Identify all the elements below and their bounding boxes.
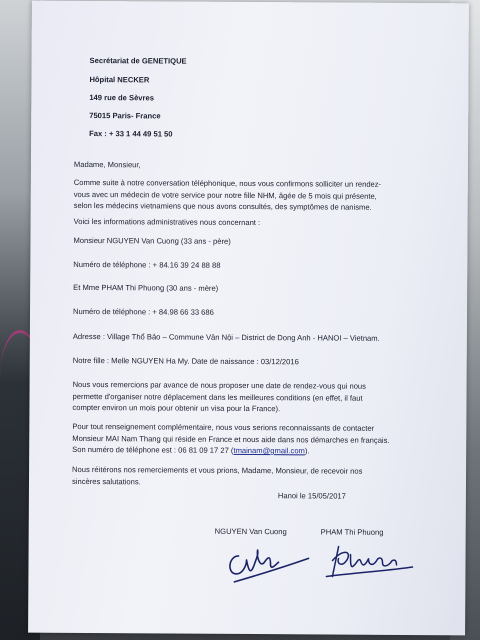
header-street: 149 rue de Sèvres — [89, 93, 154, 103]
signer-father-name: NGUYEN Van Cuong — [214, 526, 287, 537]
header-city: 75015 Paris- France — [89, 111, 161, 121]
header-department: Secrétariat de GENETIQUE — [89, 56, 187, 66]
para2-phone-text: Son numéro de téléphone est : 06 81 09 17 27 ( — [72, 444, 234, 455]
mother-signature-image — [316, 536, 416, 587]
intro-line-2: vous avec un médecin de votre service pour notre fille NHM, âgée de 5 mois qui présente, — [73, 189, 377, 201]
intro-line-3: selon les médecins vietnamiens que nous avons consultés, des symptômes de nanisme. — [73, 200, 372, 212]
para1-line-1: Nous vous remercions par avance de nous proposer une date de rendez-vous qui nous — [72, 379, 367, 391]
father-phone: Numéro de téléphone : + 84.16 39 24 88 88 — [73, 259, 221, 270]
para2-line-3 — [72, 444, 309, 456]
para1-line-2: permette d'organiser notre déplacement dans les meilleures conditions (en effet, il faut — [72, 391, 363, 403]
intro-line-1: Comme suite à notre conversation téléphonique, nous vous confirmons solliciter un rendez- — [73, 177, 382, 189]
address: Adresse : Village Thổ Bảo – Commune Vân Nội – District de Dong Anh - HANOI – Vietnam. — [72, 331, 380, 343]
father-signature-image — [224, 534, 314, 595]
para1-line-3: compter environ un mois pour obtenir un visa pour la France). — [72, 402, 281, 414]
daughter-info: Notre fille : Melle NGUYEN Ha My. Date de naissance : 03/12/2016 — [72, 355, 299, 367]
para2-line-1: Pour tout renseignement complémentaire, nous vous serions reconnaissants de contacter — [72, 421, 375, 433]
mother-name: Et Mme PHAM Thi Phuong (30 ans - mère) — [73, 282, 219, 293]
para3-line-1: Nous réitérons nos remerciements et vous prions, Madame, Monsieur, de recevoir nos — [72, 464, 363, 476]
mother-phone: Numéro de téléphone : + 84.98 66 33 686 — [73, 306, 214, 317]
email-link[interactable]: tmainam@gmail.com — [233, 445, 305, 456]
para3-line-2: sincères salutations. — [71, 476, 141, 486]
signer-mother-name: PHAM Thi Phuong — [320, 527, 384, 537]
para2-line-2: Monsieur MAI Nam Thang qui réside en France et nous aide dans nos démarches en français. — [72, 433, 390, 445]
father-name: Monsieur NGUYEN Van Cuong (33 ans - père) — [73, 235, 231, 246]
place-date: Hanoi le 15/05/2017 — [277, 491, 346, 501]
letter-page — [28, 1, 469, 636]
header-fax: Fax : + 33 1 44 49 51 50 — [89, 129, 173, 139]
para2-close-paren: ). — [304, 446, 310, 456]
info-intro: Voici les informations administratives nous concernant : — [73, 216, 261, 228]
header-hospital: Hôpital NECKER — [89, 75, 150, 85]
salutation: Madame, Monsieur, — [73, 159, 141, 170]
